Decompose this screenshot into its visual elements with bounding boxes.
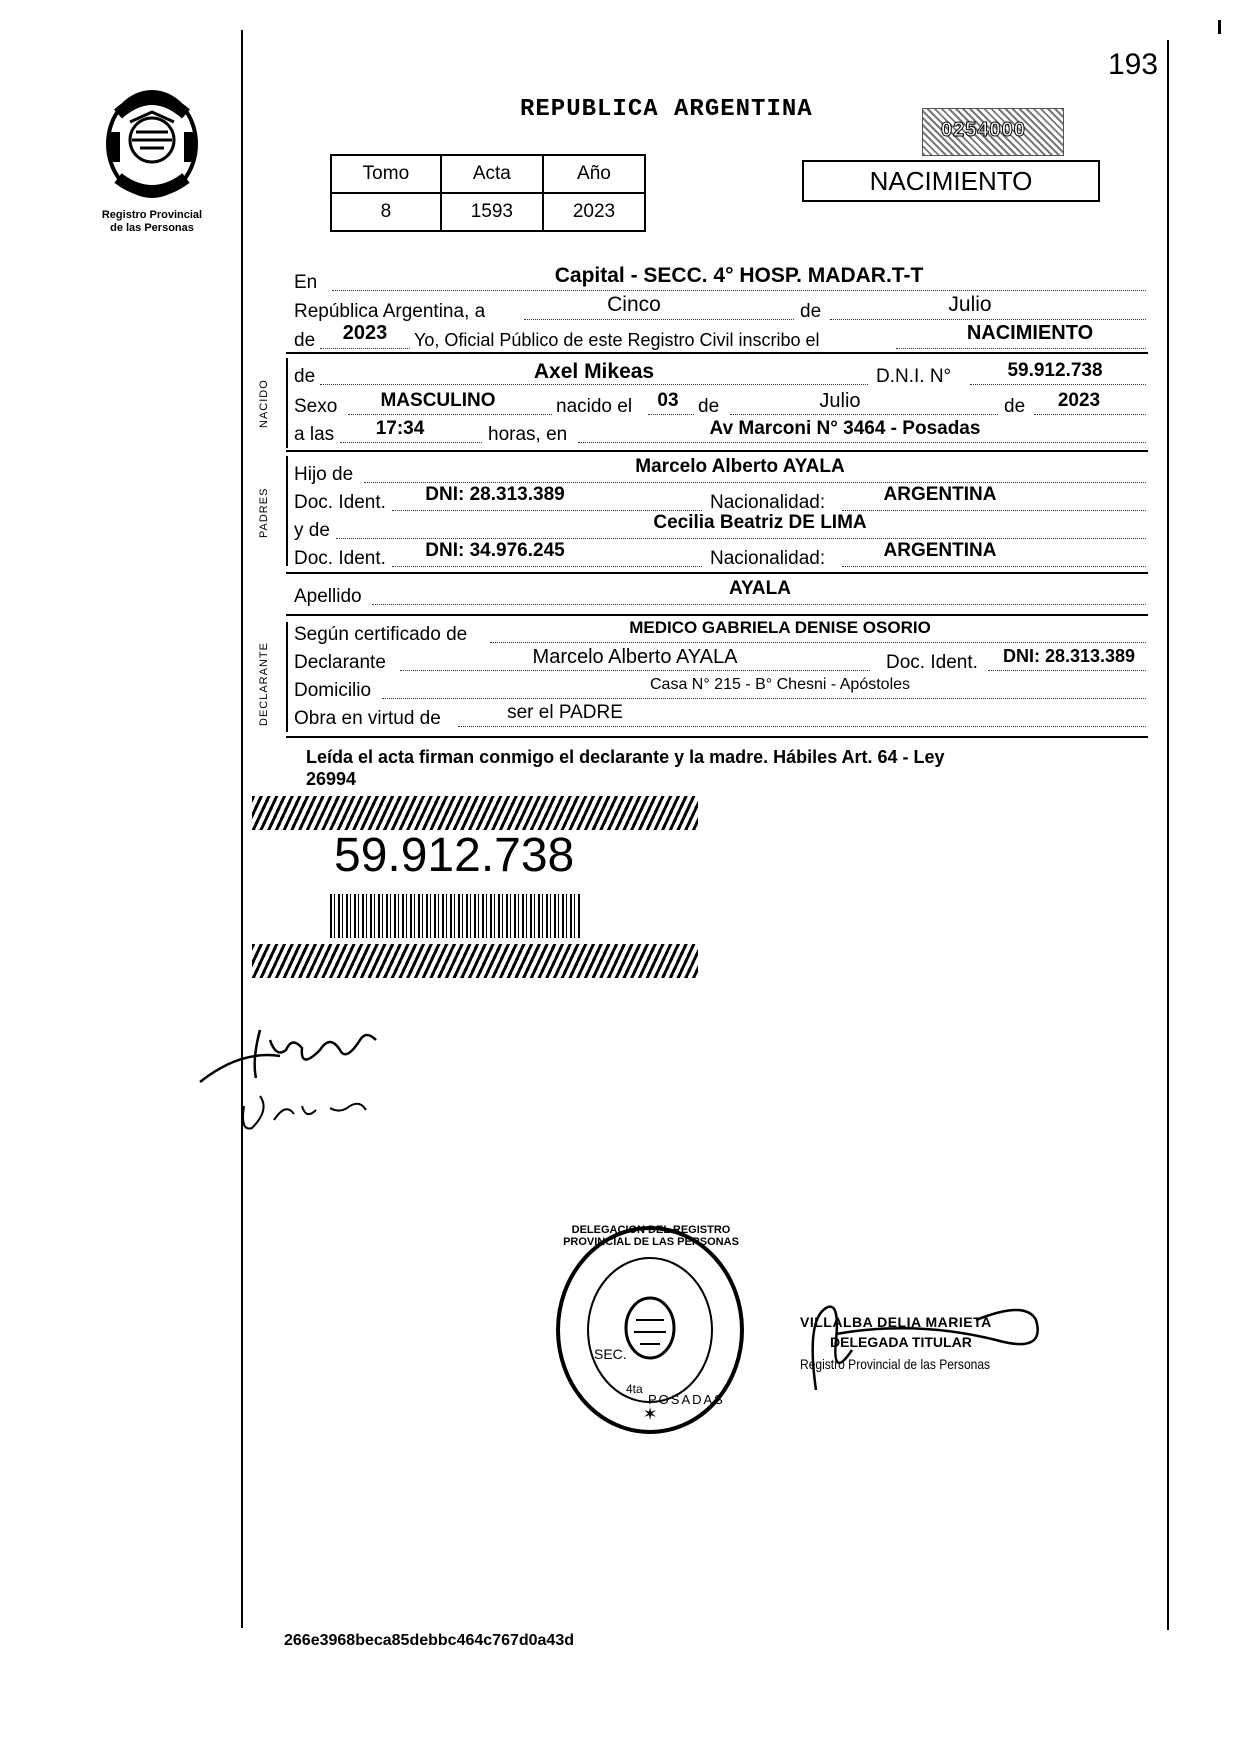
alas-label: a las: [294, 424, 335, 445]
de-label: de: [800, 301, 822, 322]
day-dotline: [524, 319, 794, 320]
mother-nac-label: Nacionalidad:: [710, 548, 826, 569]
en-label: En: [294, 272, 318, 293]
type-dotline: [896, 348, 1146, 349]
birth-day: 03: [657, 390, 679, 411]
country-title: REPUBLICA ARGENTINA: [520, 96, 813, 123]
father-name: Marcelo Alberto AYALA: [635, 456, 845, 477]
declarante-bracket: [286, 622, 288, 732]
en-value: Capital - SECC. 4° HOSP. MADAR.T-T: [554, 264, 924, 287]
mother-doc: DNI: 34.976.245: [425, 540, 565, 561]
declarante-value: Marcelo Alberto AYALA: [532, 646, 738, 668]
serial-stamp: [922, 108, 1064, 156]
barcode-number: 59.912.738: [334, 829, 575, 882]
obra-label: Obra en virtud de: [294, 708, 441, 729]
logo-caption-line1: Registro Provincial: [101, 209, 203, 221]
en-dotline: [332, 290, 1146, 291]
logo-caption-line2: de las Personas: [110, 222, 194, 234]
apellido-value: AYALA: [729, 578, 791, 599]
hijo-de-label: Hijo de: [294, 464, 354, 485]
page-number: 193: [1108, 48, 1159, 81]
birth-month: Julio: [819, 390, 861, 412]
separator-3: [286, 572, 1148, 574]
stamp-ring-text: DELEGACION DEL REGISTRO PROVINCIAL DE LAS PERSONAS: [563, 1224, 739, 1248]
sexo-value: MASCULINO: [380, 390, 496, 411]
father-nat-dotline: [842, 510, 1146, 511]
stamp-sec-num: 4ta: [626, 1382, 643, 1396]
father-nac-label: Nacionalidad:: [710, 492, 826, 513]
mother-name: Cecilia Beatriz DE LIMA: [653, 512, 867, 533]
mother-dotline: [336, 538, 1146, 539]
mother-nationality: ARGENTINA: [883, 540, 997, 561]
security-band-bottom: [252, 944, 698, 978]
cert-dotline: [490, 642, 1146, 643]
closing-line2: 26994: [306, 769, 357, 789]
father-dotline: [364, 482, 1146, 483]
declarante-doc-dotline: [988, 670, 1146, 671]
official-org: Registro Provincial de las Personas: [800, 1356, 991, 1372]
domicilio-value: Casa N° 215 - B° Chesni - Apóstoles: [649, 676, 911, 693]
place-dotline: [578, 442, 1146, 443]
dni-label: D.N.I. N°: [876, 366, 952, 387]
cert-label: Según certificado de: [294, 624, 468, 645]
nacido-de-label: de: [294, 366, 316, 387]
header-anio: Año: [543, 155, 645, 193]
month-value: Julio: [948, 293, 992, 316]
declarante-doc-label: Doc. Ident.: [886, 652, 978, 673]
misiones-seal-icon: [92, 82, 212, 202]
birth-de-label: de: [698, 396, 720, 417]
value-acta: 1593: [441, 193, 543, 231]
official-text: Yo, Oficial Público de este Registro Civil inscribo el: [414, 330, 820, 350]
mother-doc-dotline: [392, 566, 702, 567]
barcode: [330, 894, 582, 938]
declarante-label: Declarante: [294, 652, 386, 673]
record-type-value: NACIMIENTO: [966, 322, 1094, 344]
official-name: VILLALBA DELIA MARIETA: [800, 1314, 992, 1330]
nacido-el-label: nacido el: [556, 396, 633, 417]
horas-label: horas, en: [488, 424, 568, 445]
record-type-box: NACIMIENTO: [802, 160, 1100, 202]
apellido-label: Apellido: [294, 586, 362, 607]
dni-dotline: [970, 384, 1146, 385]
name-dotline: [320, 384, 868, 385]
father-nationality: ARGENTINA: [883, 484, 997, 505]
provincial-logo: [92, 82, 212, 235]
record-table: [330, 154, 646, 232]
separator-1: [286, 352, 1148, 354]
right-margin-line: [1167, 40, 1169, 1630]
month-dotline: [830, 319, 1146, 320]
value-anio: 2023: [543, 193, 645, 231]
birth-year: 2023: [1057, 390, 1101, 411]
birth-year-dotline: [1034, 414, 1146, 415]
declarante-signature: [190, 1010, 410, 1140]
domicilio-dotline: [382, 698, 1146, 699]
separator-2: [286, 450, 1148, 452]
mother-doc-label: Doc. Ident.: [294, 548, 386, 569]
padres-section-label: PADRES: [258, 487, 270, 538]
nacido-section-label: NACIDO: [258, 379, 270, 428]
header-tomo: Tomo: [331, 155, 441, 193]
declarante-dotline: [400, 670, 870, 671]
official-role: DELEGADA TITULAR: [830, 1334, 972, 1350]
child-dni: 59.912.738: [1007, 360, 1103, 381]
nacido-bracket: [286, 358, 288, 448]
left-margin-line: [241, 30, 243, 1628]
day-value: Cinco: [607, 293, 661, 316]
father-doc: DNI: 28.313.389: [425, 484, 565, 505]
svg-text:✶: ✶: [642, 1404, 658, 1424]
serial-stamp-number: 0254000: [941, 119, 1026, 141]
registry-round-stamp: [550, 1220, 750, 1440]
birth-month-dotline: [730, 414, 998, 415]
birth-time: 17:34: [375, 418, 425, 439]
obra-dotline: [458, 726, 1146, 727]
closing-text: [306, 746, 1132, 790]
birth-day-dotline: [648, 414, 694, 415]
separator-5: [286, 736, 1148, 738]
mother-nat-dotline: [842, 566, 1146, 567]
declarante-doc: DNI: 28.313.389: [1002, 646, 1136, 666]
cert-value: MEDICO GABRIELA DENISE OSORIO: [629, 618, 931, 637]
sexo-dotline: [348, 414, 552, 415]
header-acta: Acta: [441, 155, 543, 193]
yde-label: y de: [294, 520, 330, 541]
year-dotline: [320, 348, 410, 349]
closing-line1: Leída el acta firman conmigo el declarante y la madre. Hábiles Art. 64 - Ley: [306, 747, 945, 767]
padres-bracket: [286, 456, 288, 566]
father-doc-label: Doc. Ident.: [294, 492, 386, 513]
birth-place: Av Marconi N° 3464 - Posadas: [709, 418, 981, 439]
time-dotline: [340, 442, 482, 443]
de2-label: de: [294, 330, 316, 351]
child-name: Axel Mikeas: [533, 360, 655, 383]
separator-4: [286, 614, 1148, 616]
domicilio-label: Domicilio: [294, 680, 372, 701]
apellido-dotline: [372, 604, 1146, 605]
stamp-sec: SEC.: [594, 1346, 627, 1362]
birth-de2-label: de: [1004, 396, 1026, 417]
sexo-label: Sexo: [294, 396, 338, 417]
value-tomo: 8: [331, 193, 441, 231]
security-band-top: [252, 796, 698, 830]
document-hash: 266e3968beca85debbc464c767d0a43d: [284, 1632, 574, 1649]
republica-label: República Argentina, a: [294, 301, 486, 322]
obra-value: ser el PADRE: [507, 702, 623, 723]
year-value: 2023: [342, 322, 388, 344]
father-doc-dotline: [392, 510, 702, 511]
declarante-section-label: DECLARANTE: [258, 642, 270, 726]
stamp-city: POSADAS: [648, 1392, 725, 1407]
edge-mark: [1218, 20, 1221, 34]
